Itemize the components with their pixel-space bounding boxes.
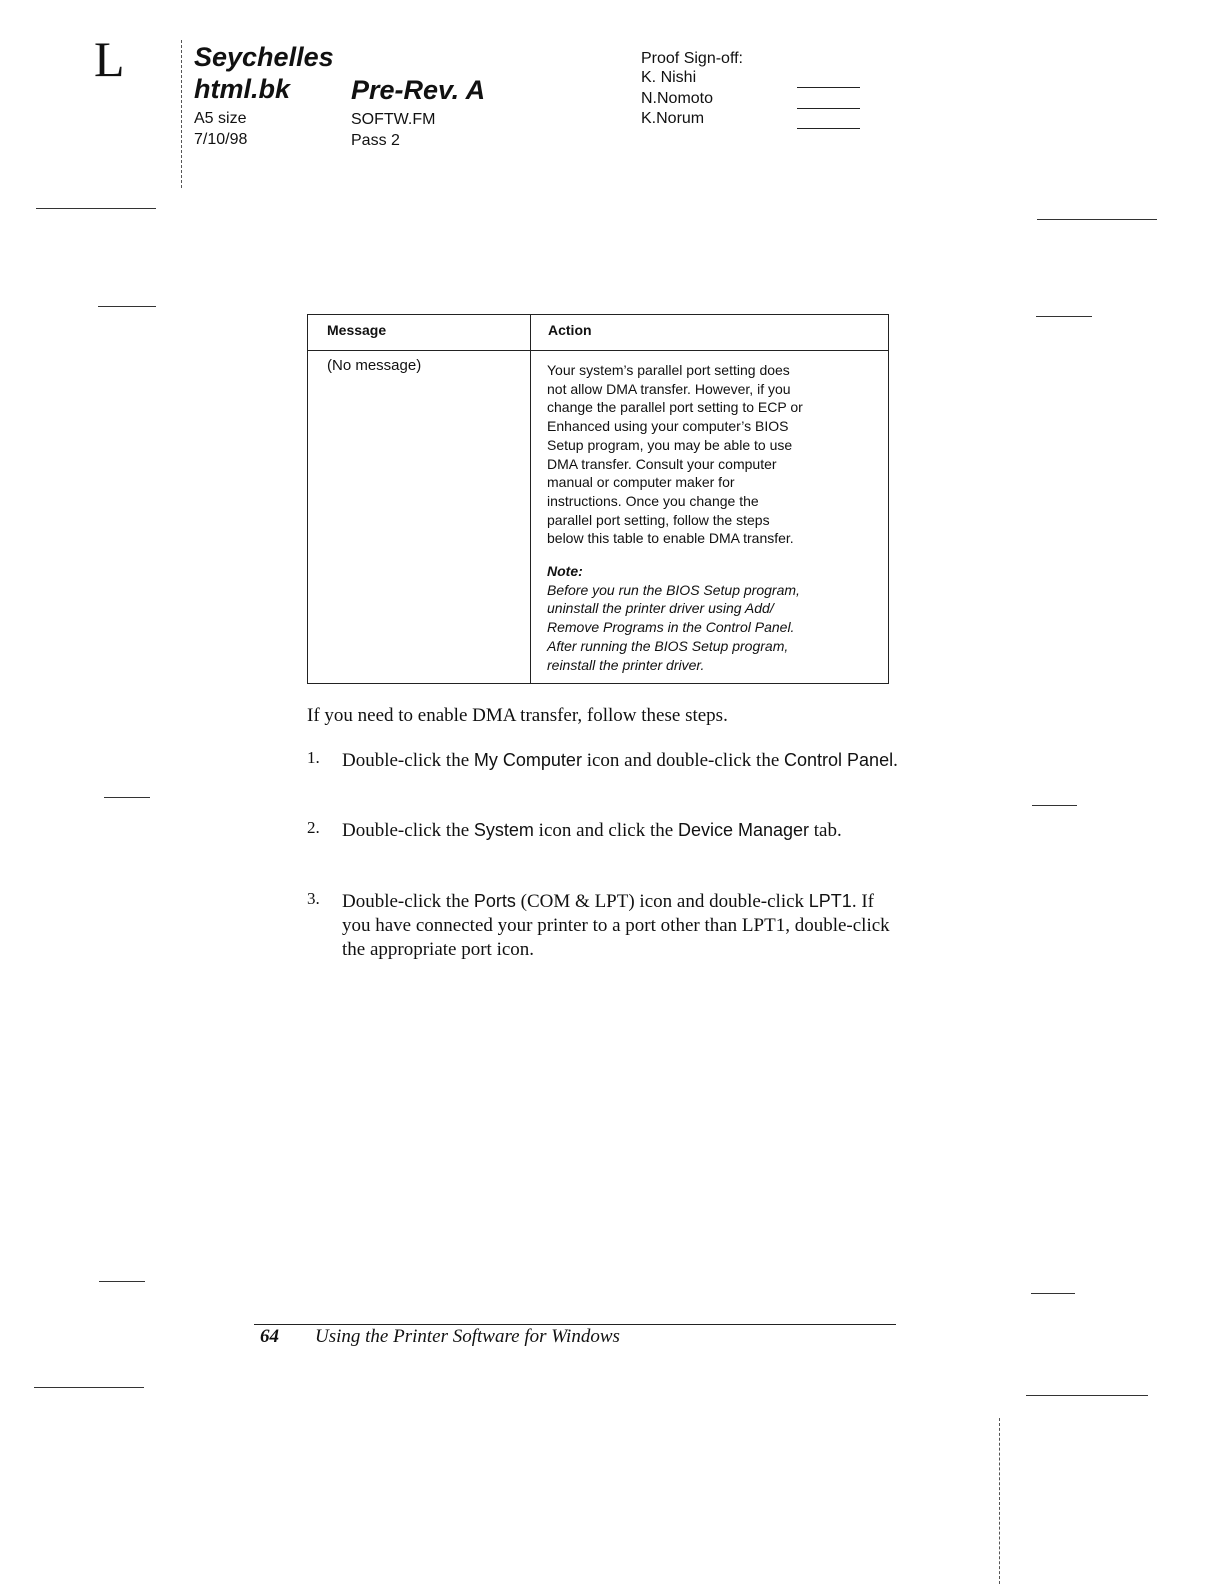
- action-line: manual or computer maker for: [547, 474, 735, 491]
- ui-term: Device Manager: [677, 820, 810, 840]
- signoff-line-1: [797, 87, 860, 88]
- intro-paragraph: If you need to enable DMA transfer, follow these steps.: [307, 705, 728, 726]
- table-cell-action: [547, 361, 877, 674]
- step-1-text: Double-click the My Computer icon and double-click the Control Panel.: [342, 750, 898, 771]
- message-table: [307, 314, 889, 684]
- crop-mark: [1031, 1293, 1075, 1294]
- table-column-divider: [530, 315, 531, 683]
- note-line: Before you run the BIOS Setup program,: [547, 581, 800, 598]
- page-size: A5 size: [194, 110, 247, 127]
- crop-mark: [104, 797, 150, 798]
- signoff-title: Proof Sign-off:: [641, 50, 743, 67]
- doc-date: 7/10/98: [194, 131, 248, 148]
- crop-mark: [36, 208, 156, 209]
- file-name: SOFTW.FM: [351, 111, 436, 128]
- action-line: not allow DMA transfer. However, if you: [547, 380, 791, 397]
- footer-title: Using the Printer Software for Windows: [315, 1326, 620, 1347]
- action-line: Your system’s parallel port setting does: [547, 362, 790, 378]
- action-line: change the parallel port setting to ECP or: [547, 399, 803, 416]
- project-title: Seychelles: [194, 42, 334, 72]
- binding-dashed-rule: [999, 1418, 1000, 1584]
- crop-mark: [99, 1281, 145, 1282]
- note-label: Note:: [547, 563, 583, 580]
- table-header-row: [308, 315, 888, 351]
- header-dashed-rule: [181, 40, 182, 188]
- note-line: After running the BIOS Setup program,: [547, 637, 789, 654]
- action-line: below this table to enable DMA transfer.: [547, 530, 794, 547]
- crop-mark: [1026, 1395, 1148, 1396]
- revision-label: Pre-Rev. A: [351, 75, 486, 105]
- ui-term: Ports: [473, 891, 516, 911]
- step-3-text: Double-click the Ports (COM & LPT) icon and double-click LPT1. If you have connected your printer to a port other than LPT1, double-click the appropriate port icon.: [342, 891, 890, 960]
- note-line: Remove Programs in the Control Panel.: [547, 619, 795, 636]
- crop-mark: [34, 1387, 144, 1388]
- ui-term: System: [473, 820, 534, 840]
- crop-mark: [98, 306, 156, 307]
- step-1-number: 1.: [307, 748, 320, 767]
- action-line: Enhanced using your computer’s BIOS: [547, 418, 789, 435]
- signoff-name-3: K.Norum: [641, 110, 705, 127]
- ui-term: LPT1: [808, 891, 852, 911]
- action-line: DMA transfer. Consult your computer: [547, 455, 777, 472]
- signoff-name-2: N.Nomoto: [641, 90, 714, 107]
- step-3-number: 3.: [307, 889, 320, 908]
- ui-term: My Computer: [473, 750, 582, 770]
- step-2-text: Double-click the System icon and click the Device Manager tab.: [342, 820, 842, 841]
- action-line: parallel port setting, follow the steps: [547, 511, 770, 528]
- signoff-name-1: K. Nishi: [641, 69, 697, 86]
- note-line: uninstall the printer driver using Add/: [547, 600, 774, 617]
- side-letter: L: [94, 31, 125, 87]
- ui-term: Control Panel: [784, 750, 894, 770]
- table-header-message: Message: [327, 322, 387, 338]
- pass-label: Pass 2: [351, 132, 400, 149]
- crop-mark: [1032, 805, 1077, 806]
- signoff-line-3: [797, 128, 860, 129]
- table-header-action: Action: [548, 322, 592, 338]
- step-2-number: 2.: [307, 818, 320, 837]
- crop-mark: [1036, 316, 1092, 317]
- book-name: html.bk: [194, 74, 291, 104]
- table-cell-message: (No message): [327, 357, 422, 374]
- footer-rule: [254, 1324, 896, 1325]
- signoff-line-2: [797, 108, 860, 109]
- action-line: Setup program, you may be able to use: [547, 436, 793, 453]
- page-number: 64: [260, 1326, 279, 1347]
- action-line: instructions. Once you change the: [547, 492, 759, 509]
- crop-mark: [1037, 219, 1157, 220]
- note-line: reinstall the printer driver.: [547, 656, 705, 673]
